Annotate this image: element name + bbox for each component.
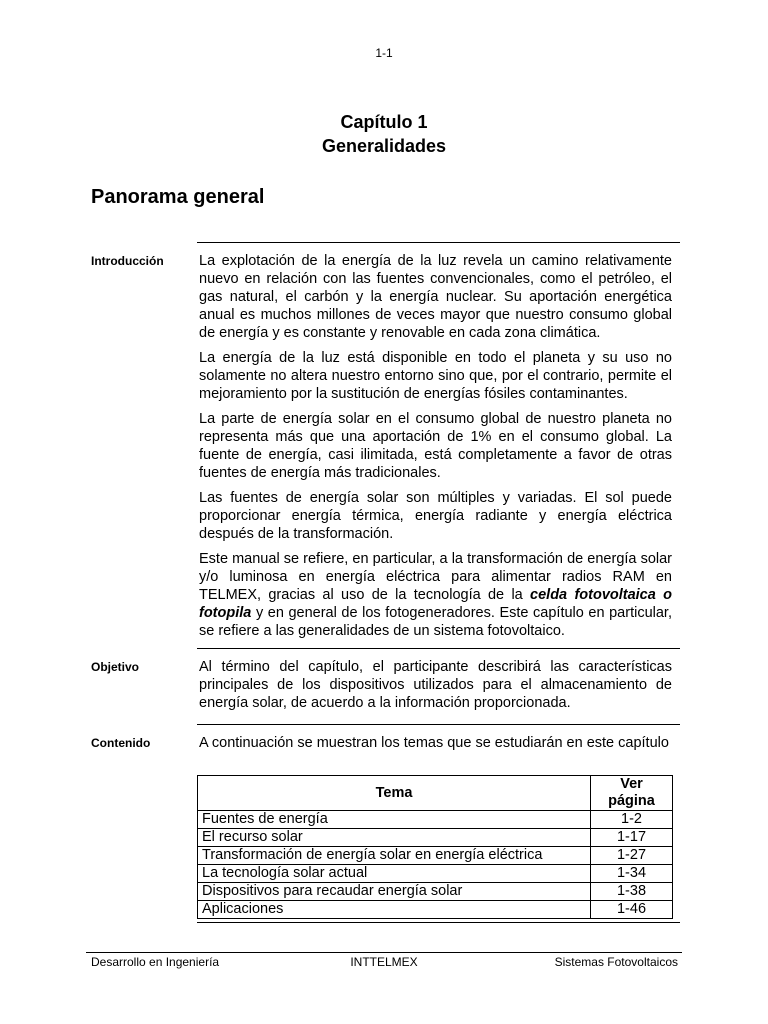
chapter-title: Generalidades [321, 136, 447, 156]
footer-right: Sistemas Fotovoltaicos [554, 955, 678, 969]
contents-label: Contenido [91, 736, 151, 750]
topic-cell: Transformación de energía solar en energía eléctrica [198, 847, 591, 865]
contents-table [197, 775, 673, 919]
column-header-page: Ver página [591, 776, 673, 811]
table-row [198, 847, 673, 865]
page-cell: 1-38 [591, 883, 673, 901]
intro-paragraph [199, 550, 672, 640]
page-cell: 1-46 [591, 901, 673, 919]
table-row [198, 829, 673, 847]
intro-text: y en general de los fotogeneradores. Este capítulo en particular, se refiere a las generalidades de un sistema fotovoltaico. [199, 605, 672, 639]
footer-divider [86, 952, 682, 953]
table-header-row [198, 776, 673, 811]
divider [197, 648, 680, 649]
footer-left: Desarrollo en Ingeniería [91, 955, 220, 969]
table-row [198, 901, 673, 919]
emphasis-term: celda fotovoltaica o fotopila [199, 587, 672, 621]
column-header-topic: Tema [198, 776, 591, 811]
topic-cell: Aplicaciones [198, 901, 591, 919]
intro-text: Este manual se refiere, en particular, a la transformación de energía solar y/o luminosa en energía eléctrica para alimentar radios RAM en TELMEX, gracias al uso de la tecnología de la [199, 551, 672, 603]
page-number: 1-1 [375, 46, 393, 60]
intro-body [199, 252, 672, 640]
intro-paragraph: La energía de la luz está disponible en todo el planeta y su uso no solamente no altera nuestro entorno sino que, por el contrario, permite el mejoramiento por la sustitución de energías fósiles contaminantes. [199, 350, 672, 402]
table-row [198, 865, 673, 883]
topic-cell: El recurso solar [198, 829, 591, 847]
chapter-number: Capítulo 1 [340, 112, 428, 132]
divider [197, 242, 680, 243]
footer-center: INTTELMEX [350, 955, 418, 969]
objective-label: Objetivo [91, 660, 140, 674]
table-row [198, 811, 673, 829]
page-cell: 1-34 [591, 865, 673, 883]
topic-cell: Dispositivos para recaudar energía solar [198, 883, 591, 901]
table-row [198, 883, 673, 901]
intro-label: Introducción [91, 254, 164, 268]
divider [197, 724, 680, 725]
topic-cell: Fuentes de energía [198, 811, 591, 829]
chapter-heading [0, 110, 768, 158]
intro-paragraph: Las fuentes de energía solar son múltiples y variadas. El sol puede proporcionar energía térmica, energía radiante y energía eléctrica después de la transformación. [199, 490, 672, 542]
section-title: Panorama general [91, 186, 265, 208]
page-cell: 1-17 [591, 829, 673, 847]
topic-cell: La tecnología solar actual [198, 865, 591, 883]
contents-intro: A continuación se muestran los temas que se estudiarán en este capítulo [199, 735, 669, 751]
intro-paragraph: La explotación de la energía de la luz revela un camino relativamente nuevo en relación con las fuentes convencionales, como el petróleo, el gas natural, el carbón y la energía nuclear. Su aportación energética anual es muchos millones de veces mayor que nuestro consumo global de energía y es constante y renovable en cada zona climática. [199, 253, 672, 341]
intro-paragraph: La parte de energía solar en el consumo global de nuestro planeta no representa más que una aportación de 1% en el consumo global. La fuente de energía, casi ilimitada, está completamente a favor de otras fuentes de energía más tradicionales. [199, 411, 672, 481]
page-cell: 1-2 [591, 811, 673, 829]
divider [197, 922, 680, 923]
page-cell: 1-27 [591, 847, 673, 865]
objective-body: Al término del capítulo, el participante describirá las características principales de los dispositivos utilizados para el almacenamiento de energía solar, de acuerdo a la información proporcionada. [199, 659, 672, 711]
